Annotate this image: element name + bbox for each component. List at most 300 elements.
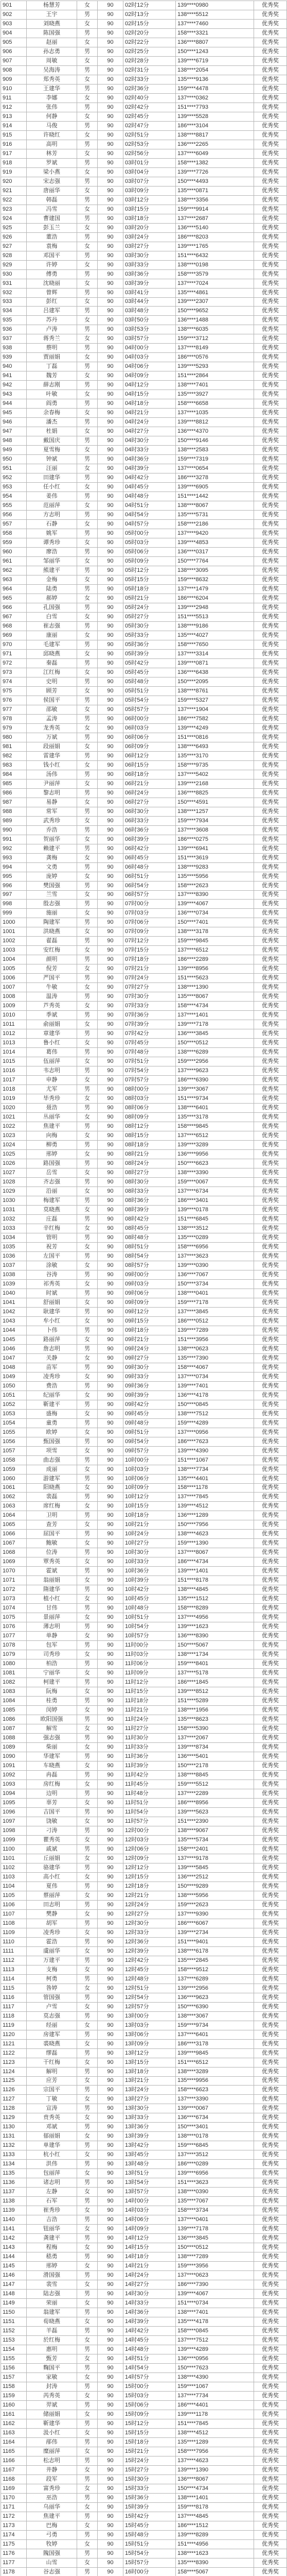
gender-cell: 女 <box>77 260 98 269</box>
table-row <box>1 2558 287 2567</box>
phone-cell: 150****1243 <box>176 47 254 56</box>
table-row <box>1 1863 287 1872</box>
phone-cell: 151****5623 <box>176 974 254 983</box>
table-row <box>1 1085 287 1094</box>
gender-cell: 男 <box>77 1418 98 1428</box>
row-index-cell: 1015 <box>1 1057 27 1066</box>
score-cell: 90 <box>98 2521 123 2530</box>
row-index-cell: 1045 <box>1 1335 27 1344</box>
phone-cell: 150****7401 <box>176 918 254 927</box>
gender-cell: 男 <box>77 585 98 594</box>
row-index-cell: 1105 <box>1 1891 27 1900</box>
table-row <box>1 1891 287 1900</box>
row-index-cell: 970 <box>1 640 27 649</box>
phone-cell: 137****9178 <box>176 1854 254 1863</box>
table-row <box>1 2521 287 2530</box>
score-cell: 90 <box>98 2327 123 2336</box>
table-row <box>1 279 287 288</box>
gender-cell: 女 <box>77 1984 98 1993</box>
time-cell: 07时51分 <box>123 1057 176 1066</box>
phone-cell: 186****3278 <box>176 473 254 483</box>
name-cell: 蒋秀兰 <box>27 334 77 344</box>
award-cell: 优秀奖 <box>254 1409 287 1418</box>
table-row <box>1 2400 287 2410</box>
time-cell: 15时54分 <box>123 2549 176 2558</box>
phone-cell: 139****3067 <box>176 1085 254 1094</box>
score-cell: 90 <box>98 1224 123 1233</box>
row-index-cell: 1049 <box>1 1372 27 1381</box>
score-cell: 90 <box>98 594 123 603</box>
award-cell: 优秀奖 <box>254 511 287 520</box>
name-cell: 强志强 <box>27 1734 77 1743</box>
name-cell: 许婷 <box>27 260 77 269</box>
award-cell: 优秀奖 <box>254 2243 287 2252</box>
table-row <box>1 992 287 1002</box>
time-cell: 02时15分 <box>123 19 176 28</box>
name-cell: 惠明 <box>27 2345 77 2354</box>
gender-cell: 女 <box>77 2021 98 2030</box>
phone-cell: 158****4067 <box>176 1363 254 1372</box>
table-row <box>1 2039 287 2048</box>
phone-cell: 139****1765 <box>176 242 254 251</box>
time-cell: 13时33分 <box>123 2113 176 2123</box>
gender-cell: 女 <box>77 112 98 121</box>
row-index-cell: 1072 <box>1 1585 27 1595</box>
time-cell: 12时12分 <box>123 1863 176 1872</box>
award-cell: 优秀奖 <box>254 2215 287 2225</box>
time-cell: 05时12分 <box>123 566 176 575</box>
phone-cell: 138****9283 <box>176 862 254 872</box>
time-cell: 13时48分 <box>123 2160 176 2169</box>
phone-cell: 137****8149 <box>176 344 254 353</box>
award-cell: 优秀奖 <box>254 1159 287 1168</box>
award-cell: 优秀奖 <box>254 1502 287 1511</box>
time-cell: 08时21分 <box>123 1150 176 1159</box>
name-cell: 焦建平 <box>27 1122 77 1131</box>
score-cell: 90 <box>98 1057 123 1066</box>
score-cell: 90 <box>98 640 123 649</box>
time-cell: 13时06分 <box>123 2030 176 2039</box>
award-cell: 优秀奖 <box>254 353 287 362</box>
award-cell: 优秀奖 <box>254 658 287 668</box>
award-cell: 优秀奖 <box>254 2428 287 2437</box>
time-cell: 13时15分 <box>123 2058 176 2067</box>
phone-cell: 138****7734 <box>176 1465 254 1474</box>
table-row <box>1 816 287 825</box>
time-cell: 04时42分 <box>123 473 176 483</box>
score-cell: 90 <box>98 742 123 751</box>
phone-cell: 138****1257 <box>176 807 254 816</box>
time-cell: 07时39分 <box>123 1020 176 1029</box>
award-cell: 优秀奖 <box>254 835 287 844</box>
score-cell: 90 <box>98 1632 123 1641</box>
row-index-cell: 1099 <box>1 1835 27 1844</box>
award-cell: 优秀奖 <box>254 501 287 511</box>
score-cell: 90 <box>98 825 123 835</box>
row-index-cell: 1024 <box>1 1141 27 1150</box>
name-cell: 路丽萍 <box>27 1335 77 1344</box>
gender-cell: 男 <box>77 1678 98 1687</box>
score-cell: 90 <box>98 1131 123 1141</box>
award-cell: 优秀奖 <box>254 1178 287 1187</box>
phone-cell: 138****9067 <box>176 1826 254 1835</box>
gender-cell: 男 <box>77 436 98 446</box>
row-index-cell: 1150 <box>1 2308 27 2317</box>
award-cell: 优秀奖 <box>254 1752 287 1761</box>
award-cell: 优秀奖 <box>254 2030 287 2039</box>
time-cell: 12时03分 <box>123 1835 176 1844</box>
time-cell: 13时24分 <box>123 2086 176 2095</box>
table-row <box>1 1511 287 1520</box>
name-cell: 江红梅 <box>27 668 77 677</box>
name-cell: 时斌 <box>27 1289 77 1298</box>
phone-cell: 135****5956 <box>176 872 254 881</box>
phone-cell: 138****0623 <box>176 1344 254 1353</box>
score-cell: 90 <box>98 1233 123 1242</box>
gender-cell: 男 <box>77 65 98 75</box>
row-index-cell: 961 <box>1 557 27 566</box>
score-cell: 90 <box>98 751 123 760</box>
score-cell: 90 <box>98 1595 123 1604</box>
gender-cell: 女 <box>77 1928 98 1937</box>
award-cell: 优秀奖 <box>254 862 287 872</box>
name-cell: 薄志明 <box>27 1622 77 1632</box>
row-index-cell: 965 <box>1 594 27 603</box>
award-cell: 优秀奖 <box>254 279 287 288</box>
score-cell: 90 <box>98 65 123 75</box>
award-cell: 优秀奖 <box>254 1706 287 1715</box>
score-cell: 90 <box>98 566 123 575</box>
gender-cell: 女 <box>77 575 98 585</box>
award-cell: 优秀奖 <box>254 1826 287 1835</box>
award-cell: 优秀奖 <box>254 344 287 353</box>
time-cell: 11时15分 <box>123 1687 176 1697</box>
score-cell: 90 <box>98 1261 123 1270</box>
gender-cell: 男 <box>77 2400 98 2410</box>
score-cell: 90 <box>98 1391 123 1400</box>
gender-cell: 男 <box>77 751 98 760</box>
gender-cell: 女 <box>77 631 98 640</box>
score-cell: 90 <box>98 2391 123 2400</box>
row-index-cell: 921 <box>1 186 27 195</box>
score-cell: 90 <box>98 130 123 140</box>
table-row <box>1 2530 287 2539</box>
time-cell: 11时33分 <box>123 1743 176 1752</box>
phone-cell: 137****6512 <box>176 946 254 955</box>
award-cell: 优秀奖 <box>254 2095 287 2104</box>
row-index-cell: 1160 <box>1 2400 27 2410</box>
phone-cell: 139****2948 <box>176 603 254 612</box>
gender-cell: 女 <box>77 2225 98 2234</box>
award-cell: 优秀奖 <box>254 325 287 334</box>
score-cell: 90 <box>98 1641 123 1650</box>
time-cell: 04时48分 <box>123 492 176 501</box>
name-cell: 洪伟 <box>27 2160 77 2169</box>
time-cell: 02时33分 <box>123 75 176 84</box>
score-cell: 90 <box>98 844 123 853</box>
award-cell: 优秀奖 <box>254 1400 287 1409</box>
score-cell: 90 <box>98 955 123 964</box>
award-cell: 优秀奖 <box>254 28 287 38</box>
row-index-cell: 1026 <box>1 1159 27 1168</box>
phone-cell: 159****4478 <box>176 84 254 93</box>
name-cell: 杨慧芳 <box>27 1 77 10</box>
row-index-cell: 1081 <box>1 1669 27 1678</box>
table-row <box>1 2215 287 2225</box>
row-index-cell: 1114 <box>1 1974 27 1984</box>
score-cell: 90 <box>98 1326 123 1335</box>
gender-cell: 男 <box>77 2086 98 2095</box>
gender-cell: 男 <box>77 1585 98 1595</box>
time-cell: 12时54分 <box>123 1993 176 2002</box>
phone-cell: 139****7401 <box>176 1381 254 1391</box>
gender-cell: 女 <box>77 1409 98 1418</box>
table-row <box>1 436 287 446</box>
time-cell: 10时12分 <box>123 1493 176 1502</box>
name-cell: 戚斌 <box>27 1844 77 1854</box>
score-cell: 90 <box>98 900 123 909</box>
award-cell: 优秀奖 <box>254 1622 287 1632</box>
row-index-cell: 1061 <box>1 1483 27 1493</box>
time-cell: 05时00分 <box>123 529 176 538</box>
gender-cell: 女 <box>77 1261 98 1270</box>
phone-cell: 158****2186 <box>176 520 254 529</box>
award-cell: 优秀奖 <box>254 1520 287 1530</box>
phone-cell: 150****9146 <box>176 436 254 446</box>
row-index-cell: 1076 <box>1 1622 27 1632</box>
phone-cell: 137****3512 <box>176 2150 254 2160</box>
award-cell: 优秀奖 <box>254 2290 287 2299</box>
name-cell: 郑秀英 <box>27 75 77 84</box>
table-row <box>1 446 287 455</box>
award-cell: 优秀奖 <box>254 1465 287 1474</box>
time-cell: 09时18分 <box>123 1326 176 1335</box>
row-index-cell: 976 <box>1 696 27 705</box>
name-cell: 路国强 <box>27 1159 77 1168</box>
gender-cell: 女 <box>77 1002 98 1011</box>
name-cell: 申静 <box>27 1076 77 1085</box>
time-cell: 10时33分 <box>123 1557 176 1567</box>
name-cell: 聂浩 <box>27 1104 77 1113</box>
name-cell: 谷志强 <box>27 2567 77 2576</box>
award-cell: 优秀奖 <box>254 47 287 56</box>
table-row <box>1 2113 287 2123</box>
award-cell: 优秀奖 <box>254 1214 287 1224</box>
gender-cell: 女 <box>77 1279 98 1289</box>
table-row <box>1 2234 287 2243</box>
score-cell: 90 <box>98 1752 123 1761</box>
phone-cell: 151****1442 <box>176 492 254 501</box>
row-index-cell: 922 <box>1 195 27 205</box>
gender-cell: 女 <box>77 686 98 696</box>
table-row <box>1 779 287 788</box>
time-cell: 10时51分 <box>123 1613 176 1622</box>
name-cell: 管国强 <box>27 1993 77 2002</box>
name-cell: 舒丽娟 <box>27 1298 77 1307</box>
score-cell: 90 <box>98 2493 123 2502</box>
time-cell: 09时03分 <box>123 1279 176 1289</box>
gender-cell: 女 <box>77 1335 98 1344</box>
award-cell: 优秀奖 <box>254 1251 287 1261</box>
table-row <box>1 1798 287 1807</box>
score-cell: 90 <box>98 612 123 621</box>
name-cell: 胡军 <box>27 1919 77 1928</box>
table-row <box>1 1900 287 1909</box>
time-cell: 13时30分 <box>123 2104 176 2113</box>
gender-cell: 男 <box>77 121 98 130</box>
name-cell: 魏芳 <box>27 371 77 381</box>
table-row <box>1 1715 287 1724</box>
table-row <box>1 1919 287 1928</box>
row-index-cell: 1143 <box>1 2243 27 2252</box>
name-cell: 韩磊 <box>27 195 77 205</box>
table-row <box>1 723 287 733</box>
phone-cell: 151****1067 <box>176 1455 254 1465</box>
award-cell: 优秀奖 <box>254 788 287 798</box>
phone-cell: 139****9845 <box>176 2048 254 2058</box>
score-cell: 90 <box>98 260 123 269</box>
award-cell: 优秀奖 <box>254 2169 287 2178</box>
award-cell: 优秀奖 <box>254 2104 287 2113</box>
score-cell: 90 <box>98 1844 123 1854</box>
phone-cell: 158****7956 <box>176 2447 254 2456</box>
score-cell: 90 <box>98 1993 123 2002</box>
award-cell: 优秀奖 <box>254 177 287 186</box>
row-index-cell: 984 <box>1 770 27 779</box>
phone-cell: 135****0871 <box>176 186 254 195</box>
award-cell: 优秀奖 <box>254 158 287 167</box>
award-cell: 优秀奖 <box>254 2178 287 2188</box>
table-row <box>1 1372 287 1381</box>
award-cell: 优秀奖 <box>254 566 287 575</box>
gender-cell: 女 <box>77 2373 98 2382</box>
row-index-cell: 1154 <box>1 2345 27 2354</box>
award-cell: 优秀奖 <box>254 1270 287 1279</box>
award-cell: 优秀奖 <box>254 1363 287 1372</box>
phone-cell: 139****4067 <box>176 2290 254 2299</box>
table-row <box>1 1029 287 1039</box>
score-cell: 90 <box>98 371 123 381</box>
row-index-cell: 1014 <box>1 1048 27 1057</box>
gender-cell: 男 <box>77 1752 98 1761</box>
row-index-cell: 1074 <box>1 1604 27 1613</box>
row-index-cell: 966 <box>1 603 27 612</box>
name-cell: 甄国强 <box>27 1437 77 1446</box>
row-index-cell: 1008 <box>1 992 27 1002</box>
award-cell: 优秀奖 <box>254 483 287 492</box>
gender-cell: 男 <box>77 1900 98 1909</box>
gender-cell: 女 <box>77 835 98 844</box>
score-cell: 90 <box>98 19 123 28</box>
gender-cell: 男 <box>77 2456 98 2465</box>
phone-cell: 139****1623 <box>176 1622 254 1632</box>
table-row <box>1 1002 287 1011</box>
time-cell: 13时18分 <box>123 2067 176 2076</box>
time-cell: 11时36分 <box>123 1752 176 1761</box>
time-cell: 11时45分 <box>123 1780 176 1789</box>
name-cell: 章建华 <box>27 1029 77 1039</box>
score-cell: 90 <box>98 446 123 455</box>
score-cell: 90 <box>98 2215 123 2225</box>
name-cell: 覃秀英 <box>27 1557 77 1567</box>
table-row <box>1 177 287 186</box>
name-cell: 齐志强 <box>27 1178 77 1187</box>
table-row <box>1 1187 287 1196</box>
row-index-cell: 1103 <box>1 1872 27 1882</box>
row-index-cell: 907 <box>1 56 27 65</box>
name-cell: 俞丽娟 <box>27 1020 77 1029</box>
row-index-cell: 1123 <box>1 2058 27 2067</box>
score-cell: 90 <box>98 84 123 93</box>
phone-cell: 158****9735 <box>176 760 254 770</box>
score-cell: 90 <box>98 195 123 205</box>
name-cell: 钮丽华 <box>27 2225 77 2234</box>
award-cell: 优秀奖 <box>254 603 287 612</box>
table-row <box>1 1465 287 1474</box>
row-index-cell: 1082 <box>1 1678 27 1687</box>
name-cell: 翁丽娟 <box>27 1576 77 1585</box>
phone-cell: 137****8067 <box>176 1548 254 1557</box>
phone-cell: 151****7845 <box>176 2419 254 2428</box>
time-cell: 11时12分 <box>123 1678 176 1687</box>
score-cell: 90 <box>98 381 123 390</box>
name-cell: 山雪 <box>27 2558 77 2567</box>
table-row <box>1 399 287 409</box>
name-cell: 夏伟 <box>27 1882 77 1891</box>
score-cell: 90 <box>98 1344 123 1353</box>
phone-cell: 158****3579 <box>176 269 254 279</box>
time-cell: 03时27分 <box>123 242 176 251</box>
table-row <box>1 325 287 334</box>
table-row <box>1 1595 287 1604</box>
row-index-cell: 1031 <box>1 1205 27 1214</box>
name-cell: 袁梅 <box>27 242 77 251</box>
row-index-cell: 1115 <box>1 1984 27 1993</box>
award-cell: 优秀奖 <box>254 2021 287 2030</box>
gender-cell: 男 <box>77 1437 98 1446</box>
name-cell: 乌丽华 <box>27 2502 77 2512</box>
time-cell: 09时30分 <box>123 1363 176 1372</box>
name-cell: 梁小燕 <box>27 167 77 177</box>
phone-cell: 139****6905 <box>176 483 254 492</box>
award-cell: 优秀奖 <box>254 1372 287 1381</box>
table-row <box>1 1048 287 1057</box>
award-cell: 优秀奖 <box>254 1113 287 1122</box>
name-cell: 邢婷 <box>27 2262 77 2271</box>
phone-cell: 150****2095 <box>176 677 254 686</box>
name-cell: 盛梅 <box>27 1409 77 1418</box>
time-cell: 06时18分 <box>123 770 176 779</box>
gender-cell: 男 <box>77 1400 98 1409</box>
name-cell: 李娜 <box>27 93 77 103</box>
time-cell: 14时51分 <box>123 2354 176 2364</box>
award-cell: 优秀奖 <box>254 2252 287 2262</box>
phone-cell: 137****1479 <box>176 585 254 594</box>
name-cell: 陆勇 <box>27 585 77 594</box>
time-cell: 06时30分 <box>123 807 176 816</box>
table-row <box>1 1418 287 1428</box>
award-cell: 优秀奖 <box>254 1196 287 1205</box>
score-cell: 90 <box>98 983 123 992</box>
time-cell: 03时36分 <box>123 269 176 279</box>
score-cell: 90 <box>98 2243 123 2252</box>
row-index-cell: 993 <box>1 853 27 862</box>
time-cell: 06时42分 <box>123 844 176 853</box>
gender-cell: 男 <box>77 1530 98 1539</box>
gender-cell: 女 <box>77 1224 98 1233</box>
gender-cell: 女 <box>77 2502 98 2512</box>
phone-cell: 135****1289 <box>176 2437 254 2447</box>
